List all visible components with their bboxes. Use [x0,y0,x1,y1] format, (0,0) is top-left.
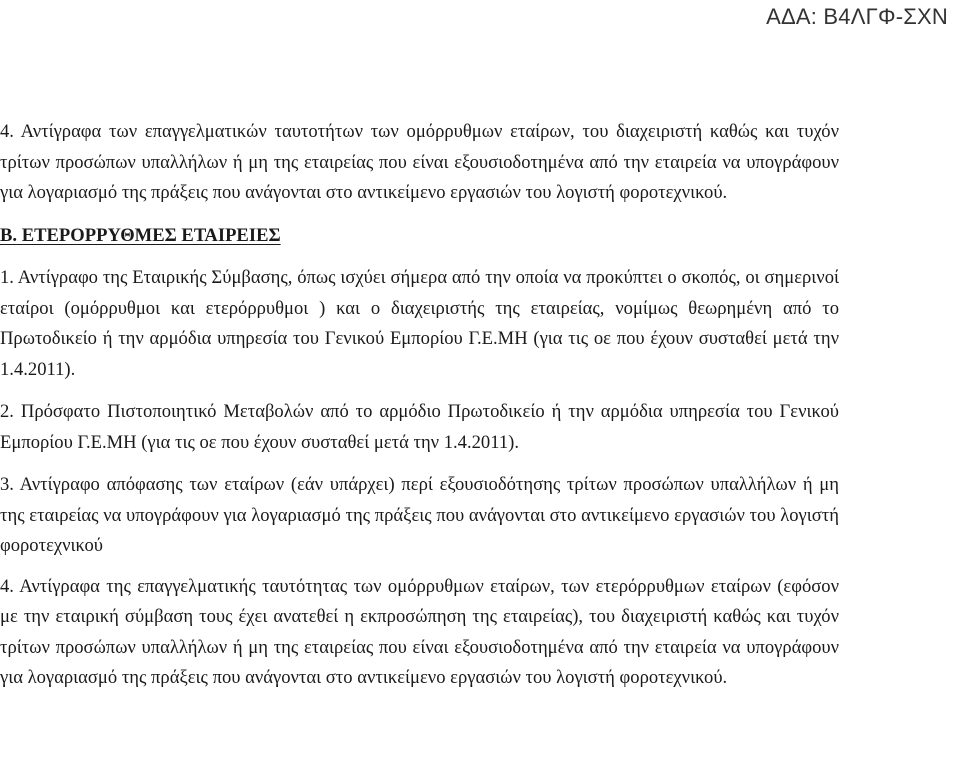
section-b-heading: Β. ΕΤΕΡΟΡΡΥΘΜΕΣ ΕΤΑΙΡΕΙΕΣ [0,224,281,246]
section-b-item-4: 4. Αντίγραφα της επαγγελματικής ταυτότητας των ομόρρυθμων εταίρων, των ετερόρρυθμων εταίρων (εφόσον με την εταιρική σύμβαση τους έχει ανατεθεί η εκπροσώπηση της εταιρείας), του διαχειριστή καθώς και τυχόν τρίτων προσώπων υπαλλήλων ή μη της εταιρείας που είναι εξουσιοδοτημένα από την εταιρεία να υπογράφουν για λογαριασμό της πράξεις που ανάγονται στο αντικείμενο εργασιών του λογιστή φοροτεχνικού. [0,575,839,688]
document-body [0,117,839,706]
section-b-item-2: 2. Πρόσφατο Πιστοποιητικό Μεταβολών από το αρμόδιο Πρωτοδικείο ή την αρμόδια υπηρεσία του Γενικού Εμπορίου Γ.Ε.ΜΗ (για τις οε που έχουν συσταθεί μετά την 1.4.2011). [0,401,839,453]
ada-code: ΑΔΑ: Β4ΛΓΦ-ΣΧΝ [766,4,948,29]
section-b-item-1: 1. Αντίγραφο της Εταιρικής Σύμβασης, όπως ισχύει σήμερα από την οποία να προκύπτει ο σκοπός, οι σημερινοί εταίροι (ομόρρυθμοι και ετερόρρυθμοι ) και ο διαχειριστής της εταιρείας, νομίμως θεωρημένη από το Πρωτοδικείο ή την αρμόδια υπηρεσία του Γενικού Εμπορίου Γ.Ε.ΜΗ (για τις οε που έχουν συσταθεί μετά την 1.4.2011). [0,267,839,380]
section-a-item-4: 4. Αντίγραφα των επαγγελματικών ταυτοτήτων των ομόρρυθμων εταίρων, του διαχειριστή καθώς και τυχόν τρίτων προσώπων υπαλλήλων ή μη της εταιρείας που είναι εξουσιοδοτημένα από την εταιρεία να υπογράφουν για λογαριασμό της πράξεις που ανάγονται στο αντικείμενο εργασιών του λογιστή φοροτεχνικού. [0,121,839,203]
section-b-item-3: 3. Αντίγραφο απόφασης των εταίρων (εάν υπάρχει) περί εξουσιοδότησης τρίτων προσώπων υπαλλήλων ή μη της εταιρείας να υπογράφουν για λογαριασμό της πράξεις που ανάγονται στο αντικείμενο εργασιών του λογιστή φοροτεχνικού [0,474,839,556]
